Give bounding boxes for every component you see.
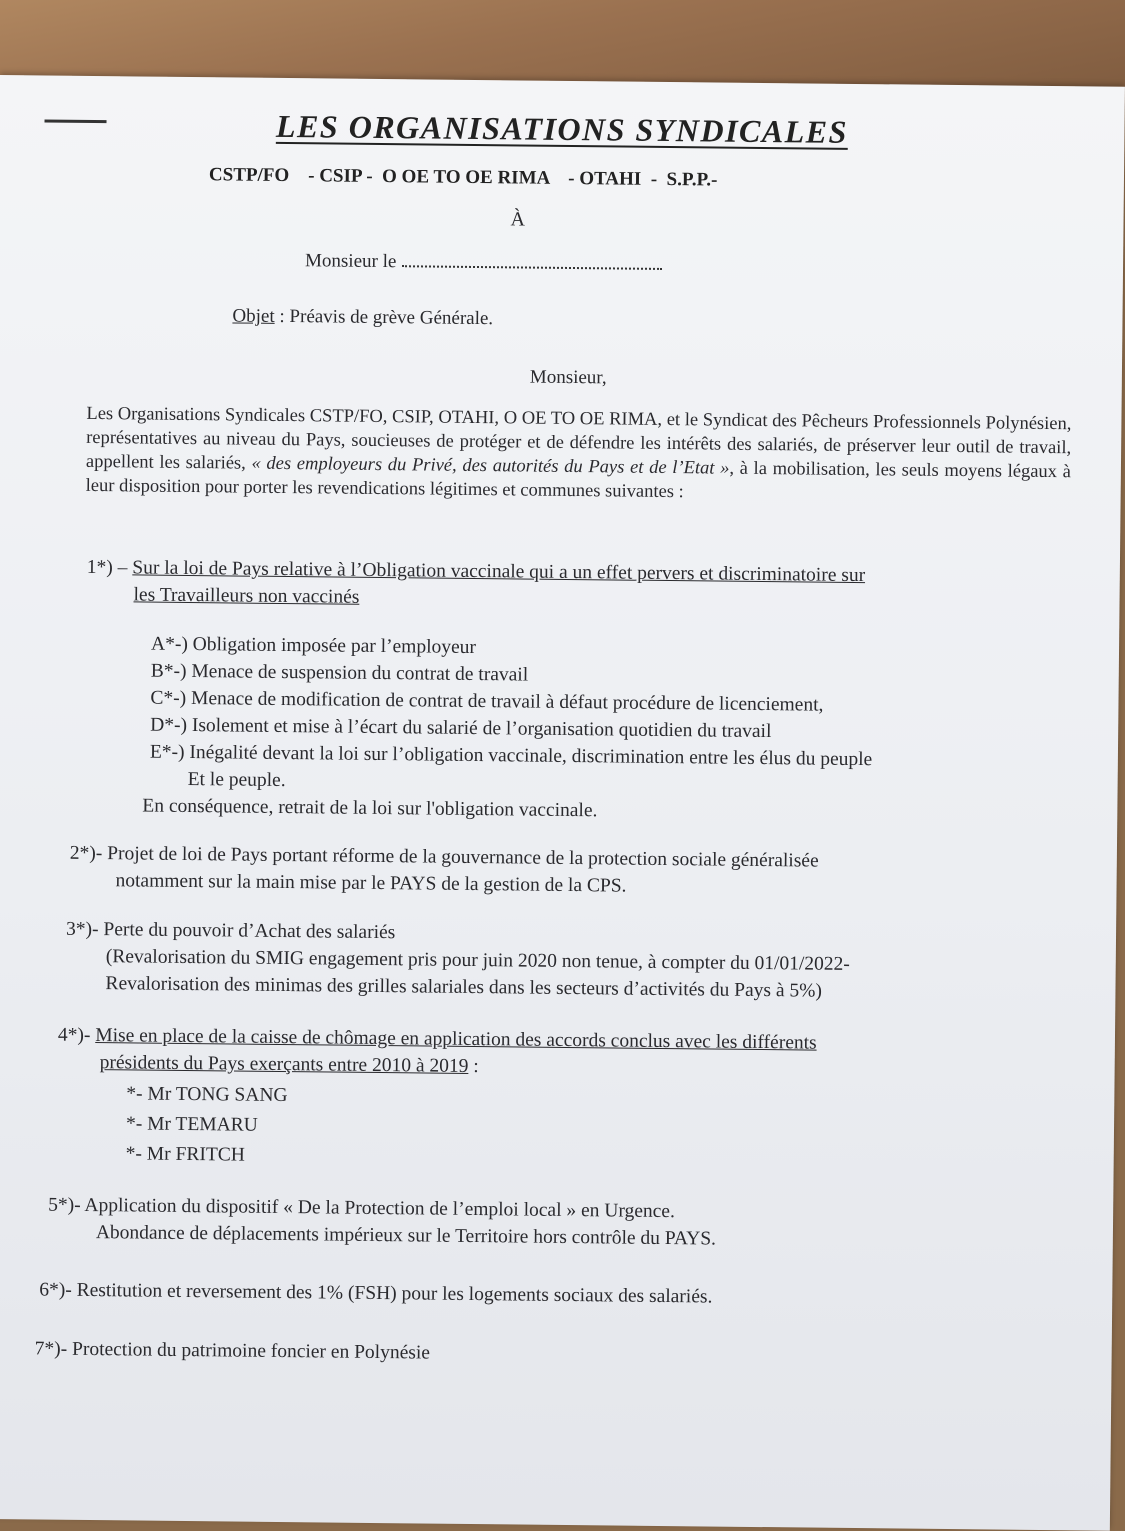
list-item: *- Mr TEMARU [125,1113,258,1136]
demand-number: 4*)- [57,1024,96,1047]
demand-4-names [126,1079,288,1171]
salutation: Monsieur, [529,366,607,389]
demand-number: 3*)- [65,918,104,941]
list-item: *- Mr TONG SANG [126,1083,288,1107]
demand-5: 5*)- Application du dispositif « De la Protection de l’emploi local » en Urgence. Abondance de déplacements impérieux sur le Territoire hors contrôle du PAYS. [48,1194,717,1250]
recipient-line [305,250,663,276]
list-item: D*-) Isolement et mise à l’écart du salarié de l’organisation quotidien du travail [150,714,772,743]
intro-italic: « des employeurs du Privé, des autorités du Pays et de l’Etat » [251,453,730,479]
list-item: B*-) Menace de suspension du contrat de travail [150,660,529,686]
demand-3: 3*)- Perte du pouvoir d’Achat des salariés (Revalorisation du SMIG engagement pris pour juin 2020 non tenue, à compter du 01/01/2022- Revalorisation des minimas des grilles salariales dans les secteurs d’activités du Pays à 5%) [65,918,850,1002]
letter-page [0,75,1125,1531]
demand-4: 4*)- Mise en place de la caisse de chômage en application des accords conclus avec les différents présidents du Pays exerçants entre 2010 à 2019 : [57,1024,817,1078]
demand-number: 2*)- [69,842,108,865]
demand-number: 6*)- [39,1279,77,1301]
demand-1-items [149,631,873,801]
demand-1 [86,554,865,616]
demand-number: 1*) – [86,556,133,579]
demand-number: 5*)- [48,1194,85,1216]
list-item: C*-) Menace de modification de contrat de travail à défaut procédure de licenciement, [150,687,824,716]
recipient-blank [402,265,662,270]
demand-title-cont: présidents du Pays exerçants entre 2010 à 2019 [99,1052,469,1077]
demand-6: 6*)- Restitution et reversement des 1% (FSH) pour les logements sociaux des salariés. [39,1279,713,1308]
address-to: À [510,208,526,231]
subject-label: Objet [232,305,275,327]
list-item: *- Mr FRITCH [125,1143,245,1166]
list-item: A*-) Obligation imposée par l’employeur [150,633,477,659]
recipient-prefix: Monsieur le [304,250,397,273]
demand-number: 7*)- [34,1338,73,1360]
demand-title: Mise en place de la caisse de chômage en application des accords conclus avec les différents [95,1025,817,1054]
subject-text: : Préavis de grève Générale. [274,305,494,330]
list-item-cont: Et le peuple. [187,769,286,792]
subject-line [232,305,493,330]
demand-title: Sur la loi de Pays relative à l’Obligation vaccinale qui a un effet pervers et discriminatoire sur [132,557,866,587]
letter-title: LES ORGANISATIONS SYNDICALES [275,107,849,150]
intro-paragraph: Les Organisations Syndicales CSTP/FO, CSIP, OTAHI, O OE TO OE RIMA, et le Syndicat des Pêcheurs Professionnels Polynésien, représentatives au niveau du Pays, soucieuses de protéger et de défendre les intérêts des salariés, de préserver leur outil de travail, appellent les salariés, « des employeurs du Privé, des autorités du Pays et de l’Etat », à la mobilisation, les seuls moyens légaux à leur disposition pour porter les revendications légitimes et communes suivantes : [85,403,1072,503]
demand-2: 2*)- Projet de loi de Pays portant réforme de la gouvernance de la protection sociale généralisée notamment sur la main mise par le PAYS de la gestion de la CPS. [69,842,819,897]
demand-7: 7*)- Protection du patrimoine foncier en Polynésie [34,1338,431,1364]
organizations-line: CSTP/FO - CSIP - O OE TO OE RIMA - OTAHI - S.P.P.- [208,164,718,191]
list-item: E*-) Inégalité devant la loi sur l’obligation vaccinale, discrimination entre les élus du peuple [149,741,873,771]
demand-1-conclusion: En conséquence, retrait de la loi sur l'obligation vaccinale. [142,795,598,822]
demand-title-cont: les Travailleurs non vaccinés [133,584,360,608]
